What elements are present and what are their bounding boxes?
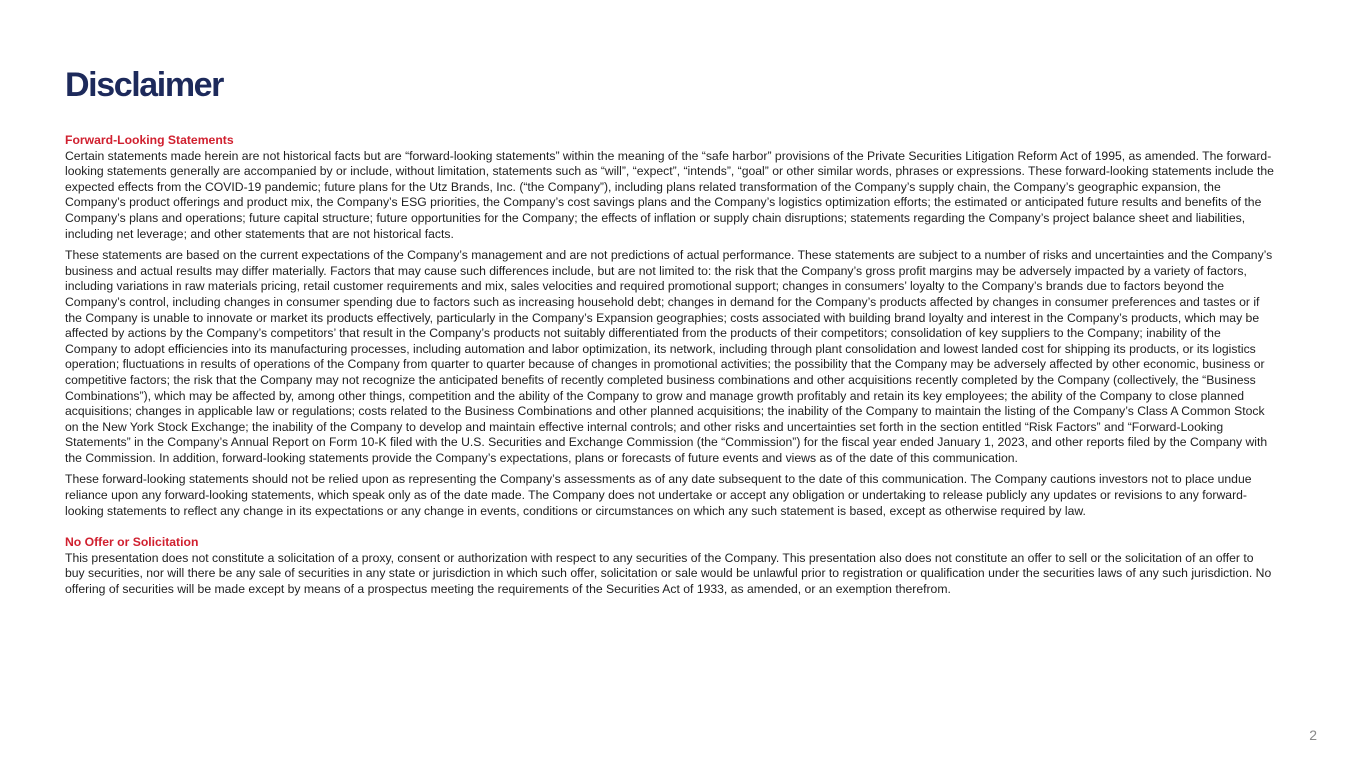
section-spacer <box>65 525 1275 535</box>
paragraph: These statements are based on the current expectations of the Company’s management and are not predictions of actual performance. These statements are subject to a number of risks and uncertainties and the Company’s business and actual results may differ materially. Factors that may cause such differences include, but are not limited to: the risk that the Company’s gross profit margins may be adversely impacted by a variety of factors, including variations in raw materials pricing, retail customer requirements and mix, sales velocities and required promotional support; changes in consumers’ loyalty to the Company’s brands due to factors beyond the Company’s control, including changes in consumer spending due to factors such as increasing household debt; changes in demand for the Company’s products affected by changes in consumer preferences and tastes or if the Company is unable to innovate or market its products effectively, particularly in the Company’s Expansion geographies; costs associated with building brand loyalty and interest in the Company’s products, which may be affected by actions by the Company’s competitors’ that result in the Company’s products not suitably differentiated from the products of their competitors; consolidation of key suppliers to the Company; inability of the Company to adopt efficiencies into its manufacturing processes, including automation and labor optimization, its network, including through plant consolidation and lowest landed cost for shipping its products, or its logistics operation; fluctuations in results of operations of the Company from quarter to quarter because of changes in promotional activities; the possibility that the Company may be adversely affected by other economic, business or competitive factors; the risk that the Company may not recognize the anticipated benefits of recently completed business combinations and other acquisitions recently completed by the Company (collectively, the “Business Combinations”), which may be affected by, among other things, competition and the ability of the Company to grow and manage growth profitably and retain its key employees; the ability of the Company to close planned acquisitions; changes in applicable law or regulations; costs related to the Business Combinations and other planned acquisitions; the inability of the Company to maintain the listing of the Company’s Class A Common Stock on the New York Stock Exchange; the inability of the Company to develop and maintain effective internal controls; and other risks and uncertainties set forth in the section entitled “Risk Factors” and “Forward-Looking Statements” in the Company’s Annual Report on Form 10-K filed with the U.S. Securities and Exchange Commission (the “Commission”) for the fiscal year ended January 1, 2023, and other reports filed by the Company with the Commission. In addition, forward-looking statements provide the Company’s expectations, plans or forecasts of future events and views as of the date of this communication. <box>65 248 1273 465</box>
section-heading: No Offer or Solicitation <box>65 535 199 550</box>
paragraph: Certain statements made herein are not historical facts but are “forward-looking statements” within the meaning of the “safe harbor” provisions of the Private Securities Litigation Reform Act of 1995, as amended. The forward-looking statements generally are accompanied by or include, without limitation, statements such as “will”, “expect”, “intends”, “goal” or other similar words, phrases or expressions. These forward-looking statements include the expected effects from the COVID-19 pandemic; future plans for the Utz Brands, Inc. (“the Company”), including plans related transformation of the Company’s supply chain, the Company’s geographic expansion, the Company’s product offerings and product mix, the Company’s ESG priorities, the Company’s cost savings plans and the Company’s logistics optimization efforts; the estimated or anticipated future results and benefits of the Company’s plans and operations; future capital structure; future opportunities for the Company; the effects of inflation or supply chain disruptions; statements regarding the Company’s project balance sheet and liabilities, including net leverage; and other statements that are not historical facts. <box>65 148 1274 241</box>
paragraph: These forward-looking statements should not be relied upon as representing the Company’s assessments as of any date subsequent to the date of this communication. The Company cautions investors not to place undue reliance upon any forward-looking statements, which speak only as of the date made. The Company does not undertake or accept any obligation or undertaking to release publicly any updates or revisions to any forward-looking statements to reflect any change in its expectations or any change in events, conditions or circumstances on which any such statement is based, except as otherwise required by law. <box>65 472 1252 518</box>
section-no-offer <box>65 535 1275 597</box>
disclaimer-content <box>65 133 1275 604</box>
paragraph: This presentation does not constitute a solicitation of a proxy, consent or authorization with respect to any securities of the Company. This presentation also does not constitute an offer to sell or the solicitation of an offer to buy securities, nor will there be any sale of securities in any state or jurisdiction in which such offer, solicitation or sale would be unlawful prior to registration or qualification under the securities laws of any such jurisdiction. No offering of securities will be made except by means of a prospectus meeting the requirements of the Securities Act of 1933, as amended, or an exemption therefrom. <box>65 550 1272 597</box>
section-forward-looking <box>65 133 1275 519</box>
page-title: Disclaimer <box>65 66 223 104</box>
section-heading: Forward-Looking Statements <box>65 133 234 147</box>
page-number: 2 <box>1309 727 1317 743</box>
